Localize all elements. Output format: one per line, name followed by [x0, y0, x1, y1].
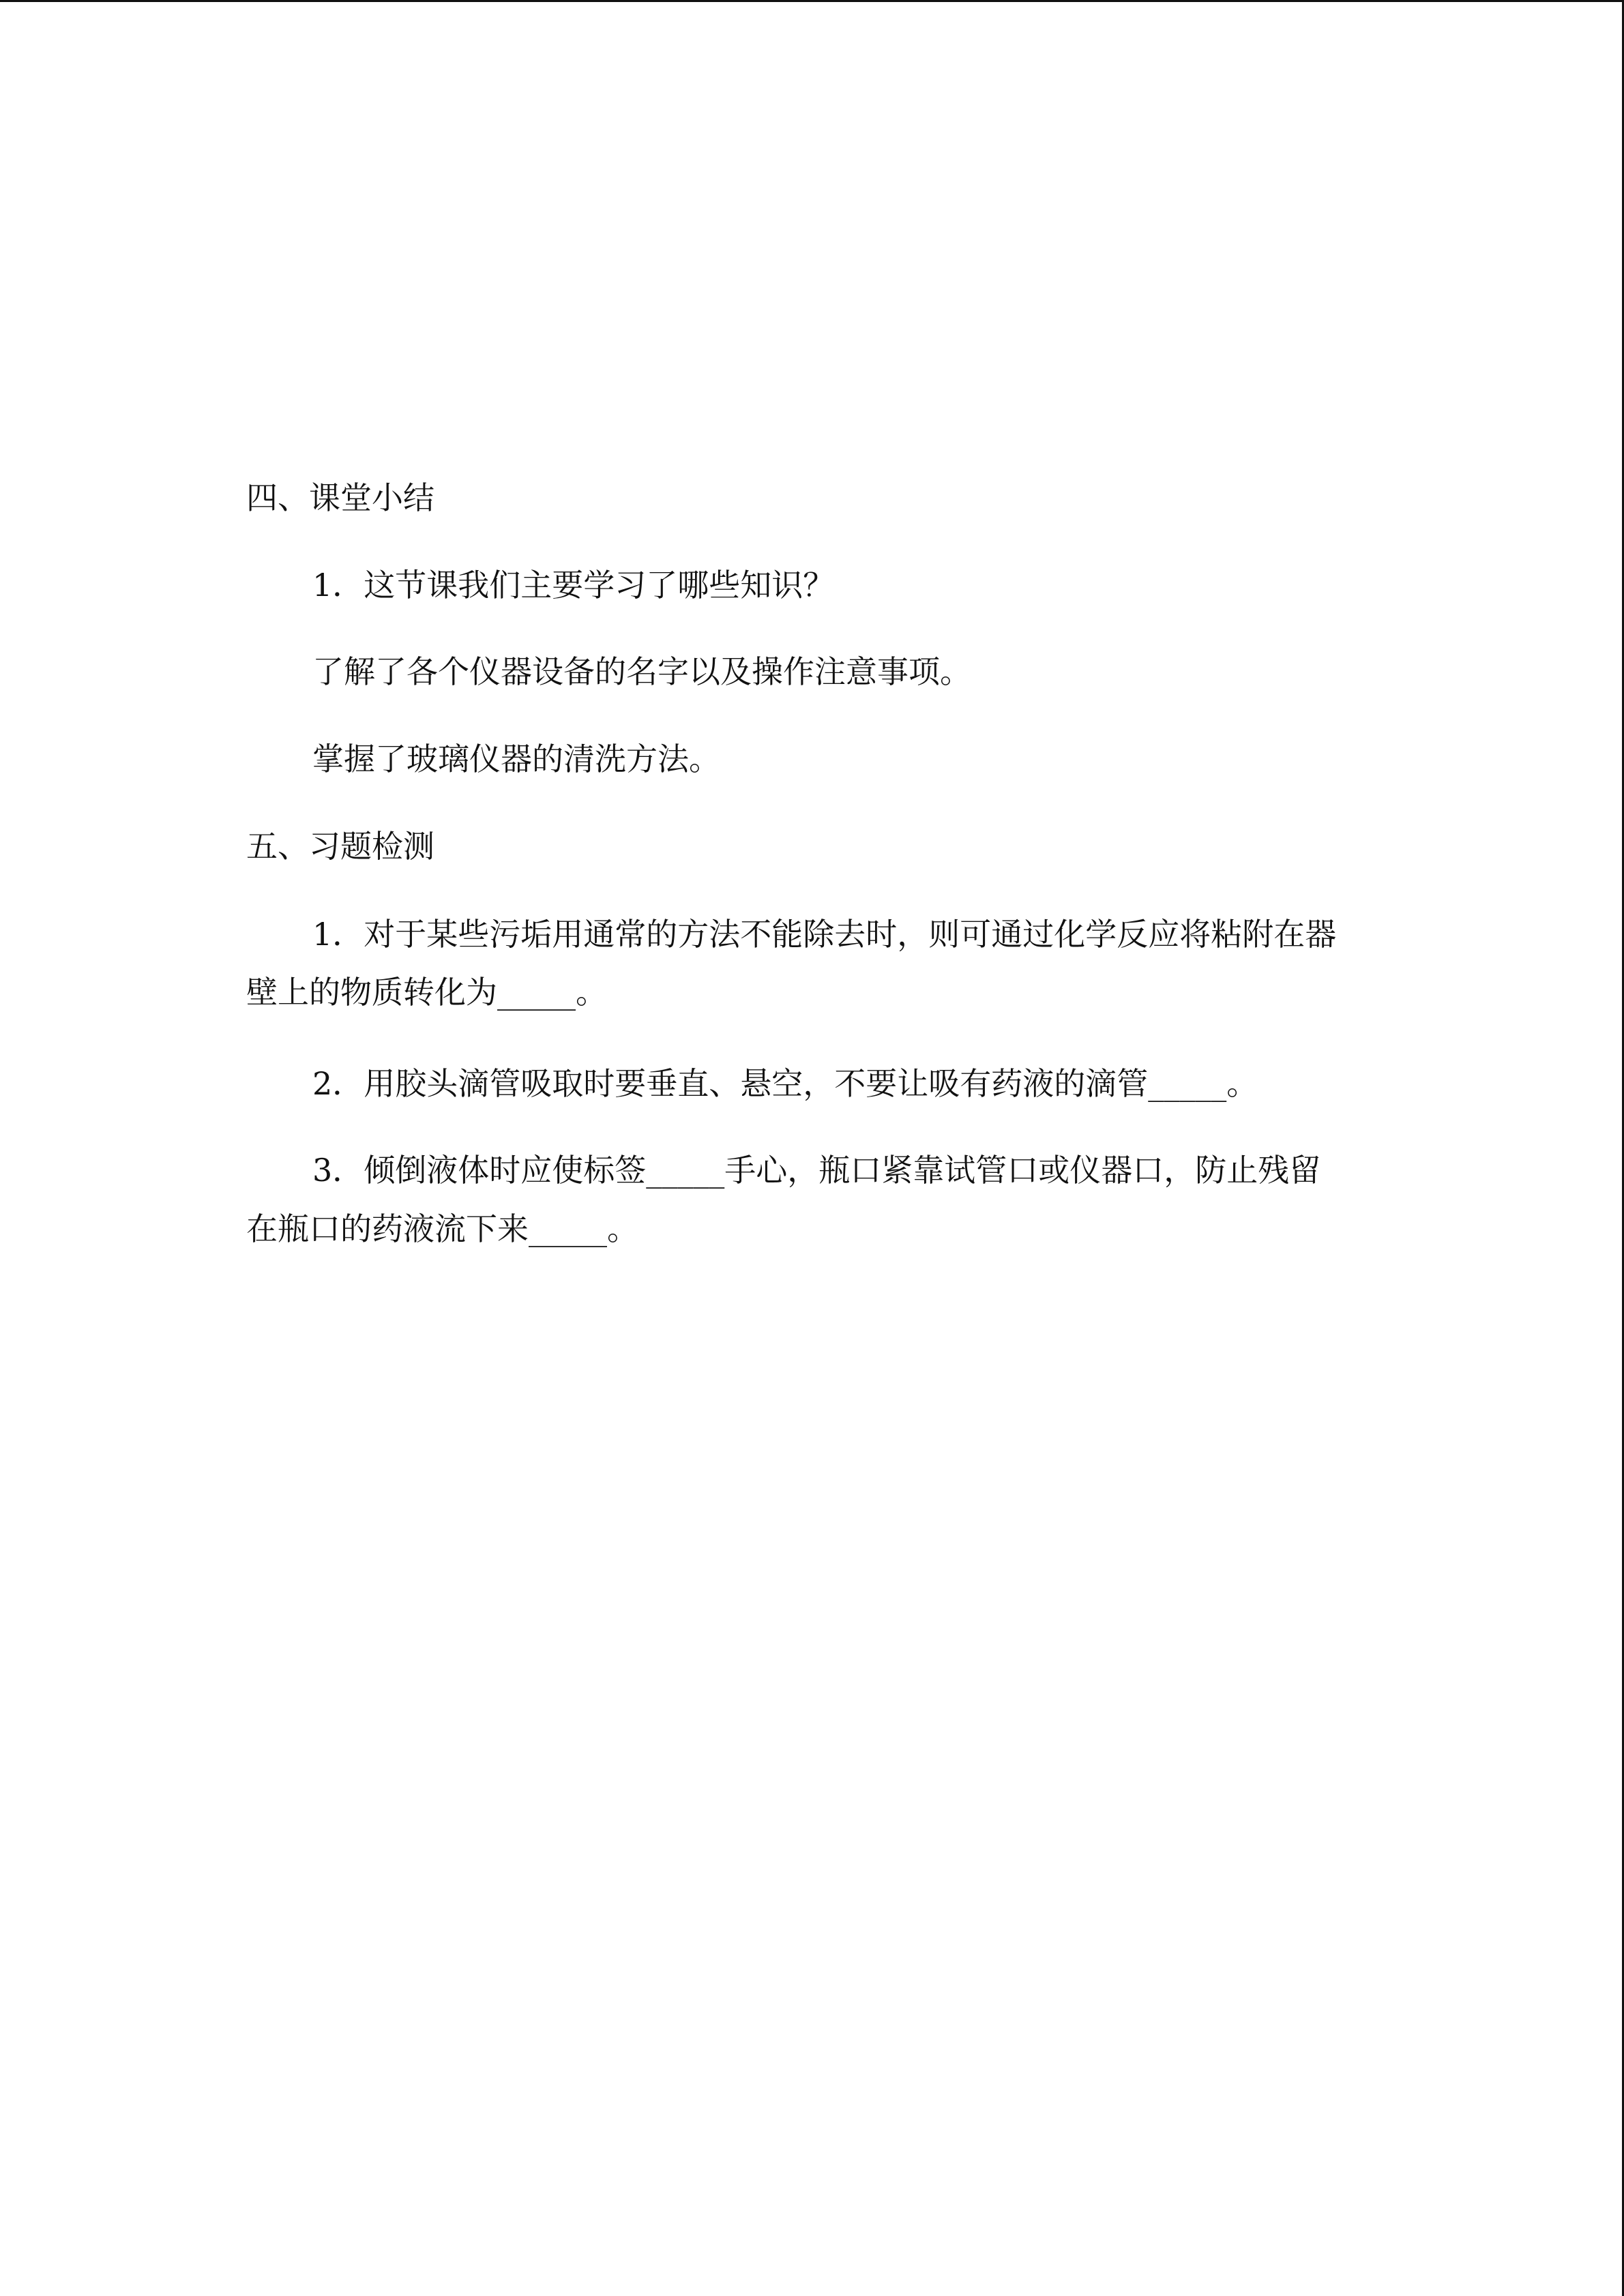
exercise-question-1-line-1: 1．对于某些污垢用通常的方法不能除去时，则可通过化学反应将粘附在器 — [312, 916, 1337, 953]
summary-answer-2: 掌握了玻璃仪器的清洗方法。 — [312, 741, 720, 777]
summary-answer-1: 了解了各个仪器设备的名字以及操作注意事项。 — [312, 653, 971, 690]
exercise-question-1-line-2: 壁上的物质转化为_____。 — [246, 974, 607, 1011]
section-heading-summary: 四、课堂小结 — [246, 479, 434, 516]
section-heading-exercise: 五、习题检测 — [246, 828, 434, 865]
exercise-question-3-line-1: 3．倾倒液体时应使标签_____手心，瓶口紧靠试管口或仪器口，防止残留 — [312, 1152, 1321, 1189]
summary-question-1: 1．这节课我们主要学习了哪些知识？ — [312, 567, 835, 603]
exercise-question-3-line-2: 在瓶口的药液流下来_____。 — [246, 1210, 638, 1247]
exercise-question-2: 2．用胶头滴管吸取时要垂直、悬空，不要让吸有药液的滴管_____。 — [312, 1065, 1258, 1102]
